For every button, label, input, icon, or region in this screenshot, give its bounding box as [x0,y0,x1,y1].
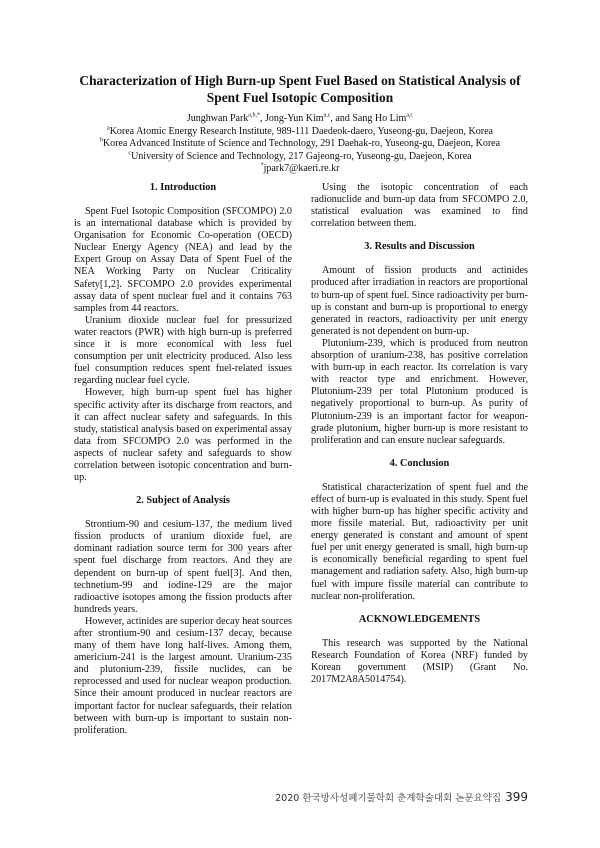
email-marker: * [260,162,264,169]
paragraph: This research was supported by the National Research Foundation of Korea (NRF) funded by Korean government (MSIP) (Grant No. 2017M2A8A5014754). [311,637,528,685]
affiliation-marker: b [99,137,103,144]
paragraph: Statistical characterization of spent fuel and the effect of burn-up is evaluated in this study. Spent fuel with higher burn-up has higher specific activity and more fissile material. But, radioactivity per unit energy generated is constant and amount of spent fuel per unit energy generated is small, high burn-up is economically beneficial regarding to spent fuel management and radiation safety. Also, high burn-up fuel with impure fissile material can contribute to nuclear non-proliferation. [311,481,528,602]
affiliation-c [40,151,560,164]
paper-title [60,72,540,106]
affiliation-b [40,138,560,151]
author-block [40,113,560,176]
page-footer [275,790,528,804]
paragraph: Amount of fission products and actinides produced after irradiation in reactors are proportional to burn-up of spent fuel. Since radioactivity per burn-up is constant and burn-up is proportional to energy generated in reactors, radioactivity per unit energy generated is not dependent on burn-up. [311,265,528,337]
title-line-1: Characterization of High Burn-up Spent Fuel Based on Statistical Analysis of [79,73,521,88]
section-heading-results: 3. Results and Discussion [364,241,475,253]
page-number: 399 [505,790,528,804]
author-name: Junghwan Park [186,113,249,124]
section-heading-subject: 2. Subject of Analysis [136,495,230,507]
paragraph: Uranium dioxide nuclear fuel for pressurized water reactors (PWR) with high burn-up is preferred since it is more economical with less fuel consumption per unit electricity produced. Also less fuel consumption reduces spent fuel-related issues regarding nuclear fuel cycle. [74,314,292,387]
author-line [40,113,560,126]
corresponding-email [40,163,560,176]
author-name: , and Sang Ho Lim [330,113,407,124]
email-address: jpark7@kaeri.re.kr [263,163,340,174]
paragraph: Using the isotopic concentration of each radionuclide and burn-up data from SFCOMPO 2.0, statistical evaluation was examined to find correlation between them. [311,182,528,230]
title-line-2: Spent Fuel Isotopic Composition [206,90,394,105]
section-heading-acknowledgements: ACKNOWLEDGEMENTS [358,613,481,625]
paragraph: Strontium-90 and cesium-137, the medium lived fission products of uranium dioxide fuel, are dominant radiation source term for 300 years after spent fuel discharge from reactors. And they are dependent on burn-up of spent fuel[3]. And then, technetium-99 and iodine-129 are the major radioactive isotopes among the fission products after hundreds years. [74,519,292,615]
affiliation-marker: a [107,125,110,132]
left-column [74,182,292,737]
proceedings-title: 2020 한국방사성폐기물학회 춘계학술대회 논문요약집 [275,793,502,804]
author-superscript: a,c [406,112,414,119]
affiliation-text: Korea Atomic Energy Research Institute, 989-111 Daedeok-daero, Yuseong-gu, Daejeon, Korea [109,125,493,137]
author-name: , Jong-Yun Kim [259,113,324,124]
paragraph: Spent Fuel Isotopic Composition (SFCOMPO) 2.0 is an international database which is provided by Organisation for Economic Co-operation (OECD) Nuclear Energy Agency (NEA) and lead by the Expert Group on Assay Data of Spent Fuel of the NEA Working Party on Nuclear Criticality Safety[1,2]. SFCOMPO 2.0 provides experimental assay data of spent nuclear fuel and it contains 763 samples from 44 reactors. [74,206,292,314]
author-superscript: a,b,* [248,112,260,119]
section-heading-conclusion: 4. Conclusion [389,457,450,469]
author-superscript: a,c [323,112,331,119]
section-heading-introduction: 1. Introduction [149,182,217,193]
paragraph: However, actinides are superior decay heat sources after strontium-90 and cesium-137 decay, because many of them have long half-lives. Among them, americium-241 is the largest amount. Uranium-235 and plutonium-239, fissile nuclides, can be reprocessed and used for nuclear weapon production. Since their amount produced in nuclear reactors are important factor for nuclear safeguards, their relation between with burn-up is important to sustain non-proliferation. [74,615,292,736]
affiliation-text: University of Science and Technology, 217 Gajeong-ro, Yuseong-gu, Daejeon, Korea [131,150,472,162]
paragraph: Plutonium-239, which is produced from neutron absorption of uranium-238, has positive correlation with burn-up in each reactor. Its correlation is vary with reactor type and enrichment. However, Plutonium-239 per total Plutonium produced is negatively proportional to burn-up. As purity of Plutonium-239 is an important factor for weapon-grade plutonium, higher burn-up is more resistant to proliferation and can ensure nuclear safeguards. [311,337,528,446]
right-column [311,182,528,686]
affiliation-text: Korea Advanced Institute of Science and Technology, 291 Daehak-ro, Yuseong-gu, Daejeon, Korea [102,138,501,149]
affiliation-marker: c [128,150,132,157]
affiliation-a [40,126,560,139]
paragraph: However, high burn-up spent fuel has higher specific activity after its discharge from reactors, and it can affect nuclear safety and safeguards. In this study, statistical analysis based on experimental assay data from SFCOMPO 2.0 was performed in the aspects of nuclear safety and safeguards to show correlation between isotopic concentration and burn-up. [74,387,292,484]
